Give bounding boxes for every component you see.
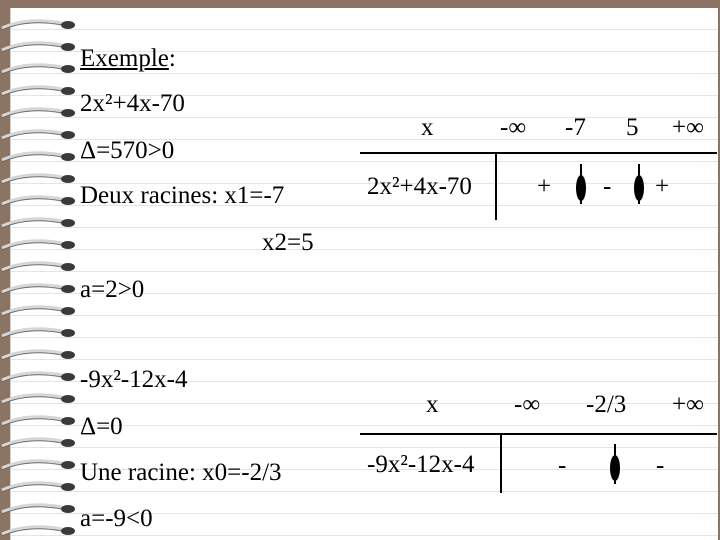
table1-zero-marker <box>634 175 644 201</box>
spiral-ring <box>0 392 78 406</box>
table1-x-value: -7 <box>565 114 586 141</box>
table2-zero-marker <box>610 455 620 481</box>
spiral-ring <box>0 194 78 208</box>
table1-divider <box>360 152 717 154</box>
table1-sign: + <box>655 173 670 200</box>
table1-column-divider <box>495 152 497 220</box>
spiral-ring <box>0 304 78 318</box>
delta-2: Δ=0 <box>80 413 123 440</box>
table2-x-value: -∞ <box>514 391 541 418</box>
spiral-ring <box>0 84 78 98</box>
delta-1: Δ=570>0 <box>80 137 175 164</box>
spiral-ring <box>0 128 78 142</box>
coef-2: a=-9<0 <box>80 505 153 532</box>
spiral-ring <box>0 414 78 428</box>
roots-line-1: Deux racines: x1=-7 <box>80 182 285 209</box>
table2-sign: - <box>558 452 567 479</box>
spiral-ring <box>0 524 78 538</box>
spiral-ring <box>0 18 78 32</box>
spiral-ring <box>0 172 78 186</box>
table1-x-value: -∞ <box>500 114 527 141</box>
spiral-ring <box>0 480 78 494</box>
spiral-ring <box>0 282 78 296</box>
spiral-ring <box>0 40 78 54</box>
table1-zero-marker <box>576 175 586 201</box>
table1-row-label: 2x²+4x-70 <box>367 173 472 200</box>
spiral-ring <box>0 150 78 164</box>
example-heading: Exemple: <box>80 45 176 72</box>
coef-1: a=2>0 <box>80 276 145 303</box>
spiral-ring <box>0 106 78 120</box>
table1-x-label: x <box>421 114 434 141</box>
spiral-ring <box>0 62 78 76</box>
table2-x-label: x <box>426 391 439 418</box>
roots-line-2: x2=5 <box>262 229 314 256</box>
table1-x-value: +∞ <box>672 114 704 141</box>
table2-row-label: -9x²-12x-4 <box>367 451 475 478</box>
spiral-ring <box>0 436 78 450</box>
spiral-ring <box>0 458 78 472</box>
polynomial-1: 2x²+4x-70 <box>80 90 185 117</box>
spiral-ring <box>0 260 78 274</box>
table2-divider <box>360 433 717 435</box>
spiral-ring <box>0 370 78 384</box>
table2-sign: - <box>656 452 665 479</box>
spiral-ring <box>0 348 78 362</box>
spiral-ring <box>0 502 78 516</box>
polynomial-2: -9x²-12x-4 <box>80 366 188 393</box>
root-line: Une racine: x0=-2/3 <box>80 459 282 486</box>
table1-x-value: 5 <box>626 114 639 141</box>
table2-column-divider <box>500 433 502 493</box>
table1-sign: - <box>603 173 612 200</box>
table1-sign: + <box>537 173 552 200</box>
spiral-ring <box>0 216 78 230</box>
spiral-ring <box>0 326 78 340</box>
table2-x-value: -2/3 <box>586 391 627 418</box>
spiral-ring <box>0 238 78 252</box>
table2-x-value: +∞ <box>672 391 704 418</box>
